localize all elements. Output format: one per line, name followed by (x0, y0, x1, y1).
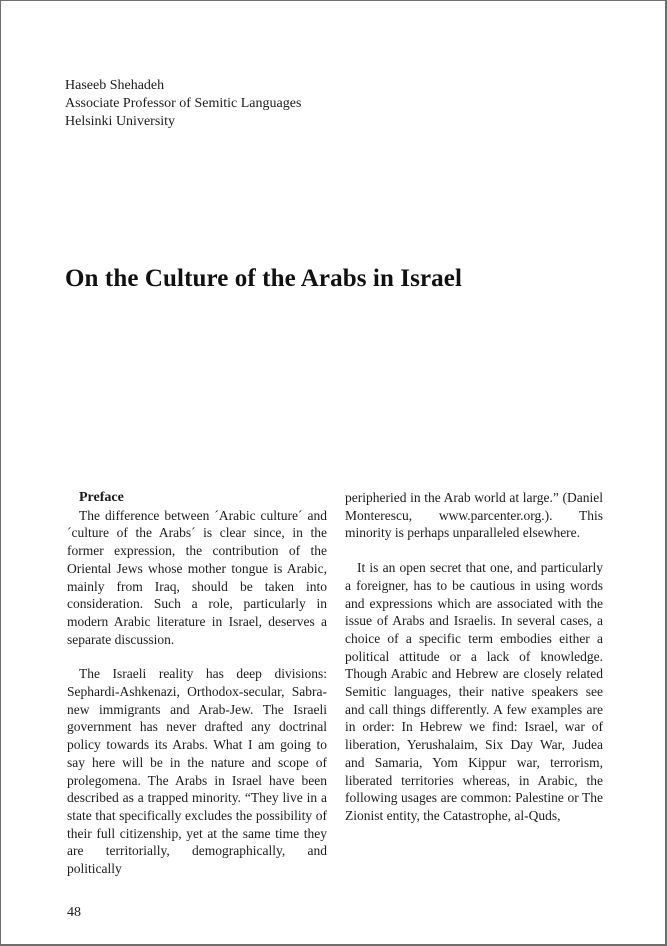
paragraph: It is an open secret that one, and particularly a foreigner, has to be cautious in using words and expressions which are associated with the issue of Arabs and Israelis. In several cases, a choice of a specific term embodies either a political attitude or a lack of knowledge. Though Arabic and Hebrew are closely related Semitic languages, their native speakers see and call things differently. A few examples are in order: In Hebrew we find: Israel, war of liberation, Yerushalaim, Six Day War, Judea and Samaria, Yom Kippur war, terrorism, liberated territories whereas, in Arabic, the following usages are common: Palestine or The Zionist entity, the Catastrophe, al-Quds, (345, 560, 603, 823)
section-heading: Preface (79, 490, 124, 505)
author-position: Associate Professor of Semitic Languages (65, 96, 302, 111)
paragraph: peripheried in the Arab world at large.” (Daniel Monterescu, www.parcenter.org.). This minority is perhaps unparalleled elsewhere. (345, 490, 603, 541)
author-affiliation: Helsinki University (65, 114, 176, 129)
page-number: 48 (67, 905, 81, 920)
left-column (67, 489, 327, 878)
author-name: Haseeb Shehadeh (65, 78, 165, 93)
right-column (345, 489, 603, 825)
paragraph: The Israeli reality has deep divisions: Sephardi-Ashkenazi, Orthodox-secular, Sabra-new immigrants and Arab-Jew. The Israeli government has never drafted any doctrinal policy towards its Arabs. What I am going to say here will be in the nature and scope of prolegomena. The Arabs in Israel have been described as a trapped minority. “They live in a state that specifically excludes the possibility of their full citizenship, yet at the same time they are territorially, demographically, and politically (67, 666, 327, 877)
paragraph: The difference between ´Arabic culture´ and ´culture of the Arabs´ is clear since, in the former expression, the contribution of the Oriental Jews whose mother tongue is Arabic, mainly from Iraq, should be taken into consideration. Such a role, particularly in modern Arabic literature in Israel, deserves a separate discussion. (67, 507, 327, 647)
author-block (65, 77, 301, 131)
article-title: On the Culture of the Arabs in Israel (65, 265, 462, 292)
